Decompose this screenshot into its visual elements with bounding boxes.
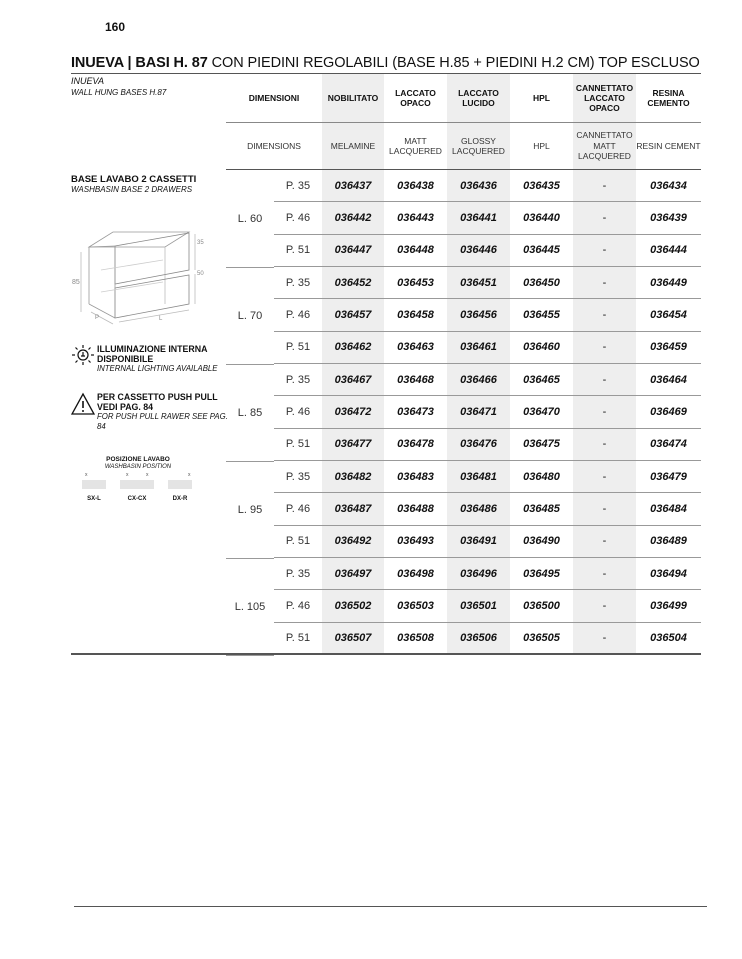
header-en-glossy: GLOSSY LACQUERED — [447, 123, 510, 169]
code-cell: 036489 — [650, 535, 687, 548]
code-cell: 036505 — [523, 632, 560, 645]
width-group — [226, 170, 701, 267]
pos-mark-1: x — [85, 472, 88, 478]
code-cell: 036476 — [447, 429, 510, 460]
code-cell: 036484 — [650, 502, 687, 515]
code-cell: - — [573, 526, 636, 557]
group-divider — [226, 655, 274, 656]
code-cell: 036437 — [322, 170, 384, 201]
code-cell: 036436 — [447, 170, 510, 201]
feature-push-pull-title: PER CASSETTO PUSH PULL VEDI PAG. 84 — [97, 392, 218, 412]
depth-cell: P. 35 — [285, 276, 311, 289]
pos-option-dx: DX-R — [172, 496, 188, 502]
pos-sx-box — [82, 480, 106, 489]
feature-lighting-title: ILLUMINAZIONE INTERNA DISPONIBILE — [97, 344, 208, 364]
code-cell: 036440 — [523, 211, 560, 224]
cabinet-drawing — [71, 222, 221, 332]
washbasin-position-subtitle: WASHBASIN POSITION — [104, 464, 172, 470]
code-cell: 036493 — [397, 535, 434, 548]
code-cell: 036451 — [447, 267, 510, 298]
code-cell: 036450 — [523, 276, 560, 289]
code-cell: 036459 — [650, 341, 687, 354]
table-row — [274, 558, 701, 590]
code-cell: 036479 — [650, 470, 687, 483]
code-cell: 036453 — [397, 276, 434, 289]
code-cell: 036457 — [322, 299, 384, 330]
table-row — [274, 332, 701, 364]
code-cell: 036463 — [397, 341, 434, 354]
code-cell: 036465 — [523, 373, 560, 386]
code-cell: 036504 — [650, 632, 687, 645]
header-en-cannettato: CANNETTATO MATT LACQUERED — [573, 123, 636, 169]
code-cell: 036503 — [397, 599, 434, 612]
code-cell: 036494 — [650, 567, 687, 580]
code-cell: 036439 — [650, 211, 687, 224]
code-cell: 036468 — [397, 373, 434, 386]
width-group — [226, 364, 701, 461]
table-row — [274, 170, 701, 202]
page-number: 160 — [105, 20, 126, 34]
code-cell: 036490 — [523, 535, 560, 548]
code-cell: 036478 — [397, 438, 434, 451]
feature-lighting — [71, 344, 231, 374]
pos-mark-3: x — [146, 472, 149, 478]
table-row — [274, 461, 701, 493]
width-label: L. 95 — [237, 503, 263, 516]
header-en-matt: MATT LACQUERED — [389, 135, 442, 156]
depth-cell: P. 46 — [285, 405, 311, 418]
code-cell: 036446 — [447, 235, 510, 266]
depth-cell: P. 46 — [285, 502, 311, 515]
code-cell: 036452 — [322, 267, 384, 298]
code-cell: - — [573, 429, 636, 460]
feature-push-pull — [71, 392, 231, 431]
code-cell: 036469 — [650, 405, 687, 418]
code-cell: 036442 — [322, 202, 384, 233]
code-cell: 036471 — [447, 396, 510, 427]
series-subtitle: WALL HUNG BASES H.87 — [71, 88, 167, 97]
code-cell: 036435 — [523, 179, 560, 192]
pos-cx-box — [120, 480, 154, 489]
series-name: INUEVA — [71, 76, 105, 86]
code-cell: 036467 — [322, 364, 384, 395]
product-info — [71, 174, 226, 195]
dim-p-label: P — [95, 315, 100, 321]
depth-cell: P. 46 — [285, 211, 311, 224]
dim-85-label: 85 — [72, 279, 80, 286]
table-row — [274, 299, 701, 331]
code-cell: 036483 — [397, 470, 434, 483]
code-cell: 036456 — [447, 299, 510, 330]
depth-cell: P. 46 — [285, 599, 311, 612]
table-bottom-rule — [71, 653, 701, 655]
code-cell: 036500 — [523, 599, 560, 612]
header-it-matt: LACCATO OPACO — [395, 88, 436, 108]
table-row — [274, 429, 701, 461]
table-row — [274, 493, 701, 525]
header-en-hpl: HPL — [533, 140, 550, 151]
code-cell: 036472 — [322, 396, 384, 427]
header-en-melamine: MELAMINE — [322, 123, 384, 169]
header-it-hpl: HPL — [533, 93, 550, 103]
feature-push-pull-subtitle: FOR PUSH PULL RAWER SEE PAG. 84 — [97, 412, 228, 431]
page-title-rest: CON PIEDINI REGOLABILI (BASE H.85 + PIEDINI H.2 CM) TOP ESCLUSO — [207, 55, 700, 71]
code-cell: 036499 — [650, 599, 687, 612]
header-it-glossy: LACCATO LUCIDO — [447, 74, 510, 122]
code-cell: 036492 — [322, 526, 384, 557]
code-cell: - — [573, 170, 636, 201]
code-cell: 036495 — [523, 567, 560, 580]
width-label: L. 70 — [237, 309, 263, 322]
header-it-melamine: NOBILITATO — [322, 74, 384, 122]
code-cell: 036444 — [650, 244, 687, 257]
warning-icon — [71, 392, 97, 431]
depth-cell: P. 51 — [285, 438, 311, 451]
code-cell: 036506 — [447, 623, 510, 654]
width-group — [226, 558, 701, 655]
code-cell: 036438 — [397, 179, 434, 192]
depth-cell: P. 35 — [285, 470, 311, 483]
washbasin-position-diagram — [78, 470, 198, 506]
code-cell: 036447 — [322, 235, 384, 266]
code-cell: - — [573, 332, 636, 363]
width-label: L. 60 — [237, 212, 263, 225]
pos-mark-2: x — [126, 472, 129, 478]
depth-cell: P. 51 — [285, 632, 311, 645]
table-row — [274, 235, 701, 267]
feature-lighting-subtitle: INTERNAL LIGHTING AVAILABLE — [97, 364, 218, 373]
code-cell: 036434 — [650, 179, 687, 192]
code-cell: 036448 — [397, 244, 434, 257]
table-row — [274, 202, 701, 234]
header-en-resin: RESIN CEMENT — [636, 140, 701, 151]
code-cell: 036482 — [322, 461, 384, 492]
code-cell: 036441 — [447, 202, 510, 233]
code-cell: 036455 — [523, 308, 560, 321]
light-icon — [71, 344, 97, 374]
product-subtitle: WASHBASIN BASE 2 DRAWERS — [71, 185, 193, 194]
table-header-en — [226, 123, 701, 170]
header-en-dimensions: DIMENSIONS — [247, 140, 301, 151]
depth-cell: P. 35 — [285, 567, 311, 580]
code-cell: 036508 — [397, 632, 434, 645]
table-row — [274, 623, 701, 655]
code-cell: 036454 — [650, 308, 687, 321]
code-cell: - — [573, 493, 636, 524]
code-cell: 036507 — [322, 623, 384, 654]
code-cell: 036460 — [523, 341, 560, 354]
series-info — [71, 76, 226, 98]
code-cell: 036466 — [447, 364, 510, 395]
code-cell: - — [573, 267, 636, 298]
width-group — [226, 461, 701, 558]
code-cell: - — [573, 558, 636, 589]
code-cell: 036458 — [397, 308, 434, 321]
dim-35-label: 35 — [197, 240, 204, 246]
footer-rule — [74, 906, 707, 907]
code-cell: 036474 — [650, 438, 687, 451]
table-header-it — [226, 74, 701, 123]
table-row — [274, 396, 701, 428]
code-cell: 036502 — [322, 590, 384, 621]
code-cell: 036488 — [397, 502, 434, 515]
product-name: BASE LAVABO 2 CASSETTI — [71, 174, 197, 185]
code-cell: 036461 — [447, 332, 510, 363]
code-cell: 036464 — [650, 373, 687, 386]
code-cell: 036462 — [322, 332, 384, 363]
depth-cell: P. 51 — [285, 535, 311, 548]
depth-cell: P. 51 — [285, 341, 311, 354]
code-cell: 036491 — [447, 526, 510, 557]
code-cell: - — [573, 235, 636, 266]
code-cell: - — [573, 299, 636, 330]
pos-option-sx: SX-L — [87, 496, 101, 502]
code-cell: 036445 — [523, 244, 560, 257]
code-cell: 036480 — [523, 470, 560, 483]
code-cell: 036487 — [322, 493, 384, 524]
table-row — [274, 364, 701, 396]
code-cell: 036498 — [397, 567, 434, 580]
code-cell: - — [573, 590, 636, 621]
code-cell: 036486 — [447, 493, 510, 524]
page-title-bold: INUEVA | BASI H. 87 — [71, 55, 208, 71]
code-cell: 036443 — [397, 211, 434, 224]
code-cell: 036477 — [322, 429, 384, 460]
header-it-resin: RESINA CEMENTO — [647, 88, 690, 108]
width-group — [226, 267, 701, 364]
code-cell: 036470 — [523, 405, 560, 418]
code-cell: 036501 — [447, 590, 510, 621]
page-title — [71, 55, 700, 71]
table-row — [274, 590, 701, 622]
width-label: L. 105 — [234, 600, 266, 613]
header-it-dimensions: DIMENSIONI — [248, 93, 300, 103]
code-cell: 036485 — [523, 502, 560, 515]
depth-cell: P. 35 — [285, 179, 311, 192]
code-cell: - — [573, 364, 636, 395]
code-cell: 036475 — [523, 438, 560, 451]
code-cell: 036497 — [322, 558, 384, 589]
header-it-cannettato: CANNETTATO LACCATO OPACO — [573, 74, 636, 122]
code-cell: - — [573, 202, 636, 233]
depth-cell: P. 46 — [285, 308, 311, 321]
pos-option-cx: CX-CX — [127, 496, 147, 502]
washbasin-position — [78, 456, 198, 511]
pos-dx-box — [168, 480, 192, 489]
dim-l-label: L — [159, 316, 163, 322]
code-cell: - — [573, 623, 636, 654]
code-cell: 036473 — [397, 405, 434, 418]
width-label: L. 85 — [237, 406, 263, 419]
depth-cell: P. 51 — [285, 244, 311, 257]
code-cell: - — [573, 396, 636, 427]
dim-50-label: 50 — [197, 271, 204, 277]
washbasin-position-title: POSIZIONE LAVABO — [106, 456, 170, 463]
table-row — [274, 526, 701, 558]
code-cell: 036496 — [447, 558, 510, 589]
table-row — [274, 267, 701, 299]
code-cell: 036481 — [447, 461, 510, 492]
pos-mark-4: x — [188, 472, 191, 478]
code-cell: - — [573, 461, 636, 492]
depth-cell: P. 35 — [285, 373, 311, 386]
code-cell: 036449 — [650, 276, 687, 289]
